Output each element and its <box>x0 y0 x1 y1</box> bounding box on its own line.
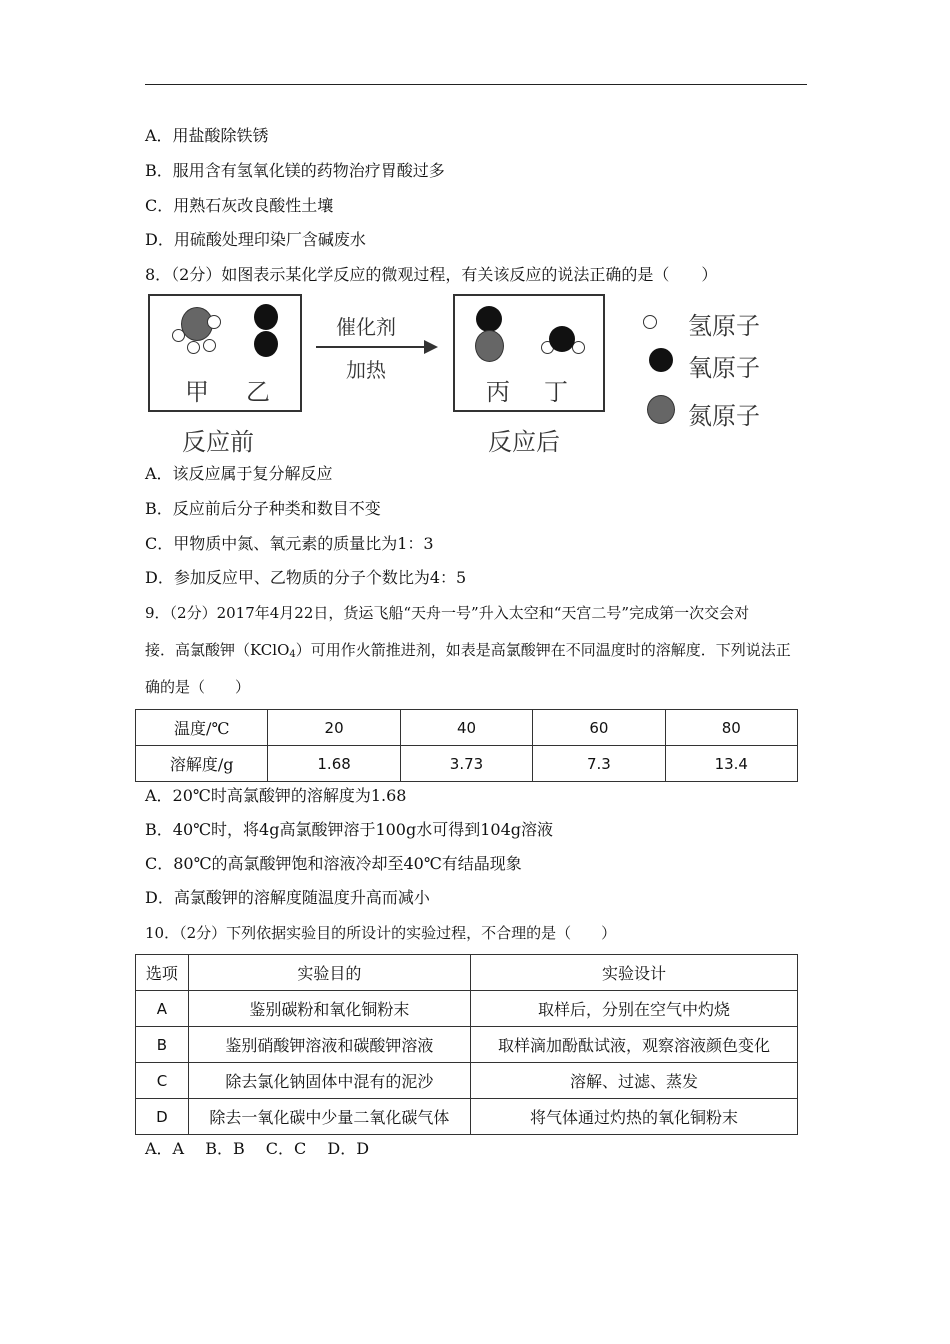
temp-cell: 60 <box>533 710 665 746</box>
solubility-table <box>135 709 798 782</box>
q9-stem-line1: 9．（2分）2017年4月22日，货运飞船“天舟一号”升入太空和“天宫二号”完成第一次交会对 <box>145 604 750 622</box>
table-row <box>136 991 798 1027</box>
table-row <box>136 746 798 782</box>
temp-cell: 20 <box>268 710 400 746</box>
q9-stem-line2-part2: ）可用作火箭推进剂，如表是高氯酸钾在不同温度时的溶解度．下列说法正 <box>295 641 791 659</box>
q9-stem-line3: 确的是（ ） <box>145 678 251 696</box>
purpose-cell: 鉴别硝酸钾溶液和碳酸钾溶液 <box>188 1027 470 1063</box>
legend-hydrogen-icon <box>643 315 657 329</box>
design-cell: 取样滴加酚酞试液，观察溶液颜色变化 <box>470 1027 797 1063</box>
q8-option-d: D．参加反应甲、乙物质的分子个数比为4：5 <box>145 568 467 587</box>
solubility-cell: 13.4 <box>665 746 797 782</box>
q8-option-b: B．反应前后分子种类和数目不变 <box>145 499 381 518</box>
label-jia: 甲 <box>185 378 209 406</box>
row-label-solubility: 溶解度/g <box>136 746 268 782</box>
nitrogen-atom-icon <box>475 330 504 362</box>
oxygen-atom-icon <box>254 331 278 357</box>
experiment-table <box>135 954 798 1135</box>
q8-option-c: C．甲物质中氮、氧元素的质量比为1：3 <box>145 534 434 553</box>
table-row <box>136 1099 798 1135</box>
table-row <box>136 955 798 991</box>
header-purpose: 实验目的 <box>188 955 470 991</box>
oxygen-atom-icon <box>254 304 278 330</box>
q9-stem-subscript: 4 <box>289 649 296 660</box>
q9-stem-line2-part1: 接．高氯酸钾（KClO <box>145 641 290 659</box>
hydrogen-atom-icon <box>203 339 216 352</box>
q9-option-c: C．80℃的高氯酸钾饱和溶液冷却至40℃有结晶现象 <box>145 854 522 873</box>
q8-option-a: A．该反应属于复分解反应 <box>145 464 333 483</box>
option-cell: B <box>136 1027 189 1063</box>
q9-option-a: A．20℃时高氯酸钾的溶解度为1.68 <box>145 786 407 805</box>
before-box <box>148 294 302 412</box>
table-row <box>136 1063 798 1099</box>
header-option: 选项 <box>136 955 189 991</box>
solubility-cell: 7.3 <box>533 746 665 782</box>
option-cell: A <box>136 991 189 1027</box>
solubility-cell: 1.68 <box>268 746 400 782</box>
header-design: 实验设计 <box>470 955 797 991</box>
reaction-arrow <box>316 346 428 348</box>
temp-cell: 40 <box>400 710 532 746</box>
hydrogen-atom-icon <box>207 315 221 329</box>
table-row <box>136 1027 798 1063</box>
purpose-cell: 除去一氧化碳中少量二氧化碳气体 <box>188 1099 470 1135</box>
label-before: 反应前 <box>182 428 254 456</box>
label-catalyst: 催化剂 <box>336 315 396 339</box>
q10-options: A．A B．B C．C D．D <box>145 1139 370 1158</box>
q7-option-a: A．用盐酸除铁锈 <box>145 126 269 145</box>
purpose-cell: 鉴别碳粉和氧化铜粉末 <box>188 991 470 1027</box>
design-cell: 取样后，分别在空气中灼烧 <box>470 991 797 1027</box>
row-label-temperature: 温度/℃ <box>136 710 268 746</box>
label-bing: 丙 <box>486 378 510 406</box>
oxygen-atom-icon <box>476 306 502 332</box>
legend-oxygen-label: 氧原子 <box>688 354 760 382</box>
label-after: 反应后 <box>488 428 560 456</box>
option-cell: D <box>136 1099 189 1135</box>
design-cell: 将气体通过灼热的氧化铜粉末 <box>470 1099 797 1135</box>
legend-nitrogen-label: 氮原子 <box>688 402 760 430</box>
label-heat: 加热 <box>346 358 386 382</box>
legend-oxygen-icon <box>649 348 673 372</box>
q9-option-d: D．高氯酸钾的溶解度随温度升高而减小 <box>145 888 430 907</box>
oxygen-atom-icon <box>549 326 575 352</box>
purpose-cell: 除去氯化钠固体中混有的泥沙 <box>188 1063 470 1099</box>
q9-stem-line2 <box>145 640 807 665</box>
arrow-head-icon <box>424 340 438 354</box>
solubility-cell: 3.73 <box>400 746 532 782</box>
temp-cell: 80 <box>665 710 797 746</box>
label-yi: 乙 <box>246 378 270 406</box>
label-ding: 丁 <box>544 378 568 406</box>
q10-stem: 10．（2分）下列依据实验目的所设计的实验过程，不合理的是（ ） <box>145 924 617 942</box>
table-row <box>136 710 798 746</box>
q7-option-c: C．用熟石灰改良酸性土壤 <box>145 196 334 215</box>
legend-nitrogen-icon <box>647 395 675 424</box>
legend-hydrogen-label: 氢原子 <box>688 312 760 340</box>
q9-option-b: B．40℃时，将4g高氯酸钾溶于100g水可得到104g溶液 <box>145 820 554 839</box>
q7-option-b: B．服用含有氢氧化镁的药物治疗胃酸过多 <box>145 161 445 180</box>
q7-option-d: D．用硫酸处理印染厂含碱废水 <box>145 230 366 249</box>
hydrogen-atom-icon <box>187 341 200 354</box>
design-cell: 溶解、过滤、蒸发 <box>470 1063 797 1099</box>
q8-stem: 8．（2分）如图表示某化学反应的微观过程，有关该反应的说法正确的是（ ） <box>145 265 718 284</box>
option-cell: C <box>136 1063 189 1099</box>
header-rule <box>145 84 807 85</box>
